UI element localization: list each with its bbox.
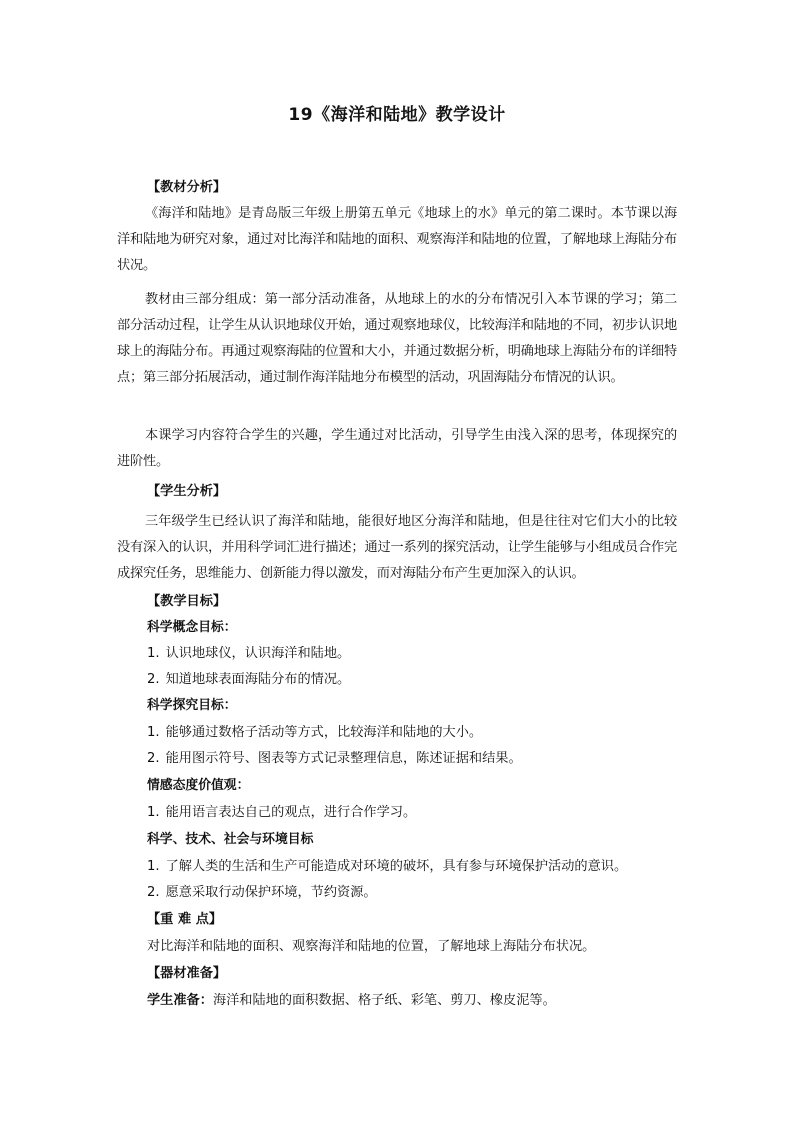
list-number: 2. [147,672,160,687]
list-number: 1. [147,805,160,820]
keypoints-text: 对比海洋和陆地的面积、观察海洋和陆地的位置，了解地球上海陆分布状况。 [147,939,596,954]
goal-inquiry-item-1 [147,720,482,746]
list-text: 愿意采取行动保护环境，节约资源。 [165,885,377,900]
goal-inquiry-item-2 [147,746,522,772]
materials-label: 学生准备： [147,993,213,1008]
goal-sts-item-1 [147,854,627,880]
list-text: 认识地球仪，认识海洋和陆地。 [165,646,351,661]
material-paragraph-3: 本课学习内容符合学生的兴趣，学生通过对比活动，引导学生由浅入深的思考，体现探究的进阶性。 [117,428,677,469]
goal-attitude-label: 情感态度价值观： [147,778,250,793]
goal-concept-item-2 [147,667,350,693]
goal-sts-label: 科学、技术、社会与环境目标 [147,832,314,847]
goal-inquiry-label: 科学探究目标： [147,698,237,713]
list-number: 1. [147,859,160,874]
materials-text: 海洋和陆地的面积数据、格子纸、彩笔、剪刀、橡皮泥等。 [212,993,556,1008]
material-paragraph-2: 教材由三部分组成：第一部分活动准备，从地球上的水的分布情况引入本节课的学习；第二部分活动过程，让学生从认识地球仪开始，通过观察地球仪，比较海洋和陆地的不同，初步认识地球上的海陆分布。再通过观察海陆的位置和大小，并通过数据分析，明确地球上海陆分布的详细特点；第三部分拓展活动，通过制作海洋陆地分布模型的活动，巩固海陆分布情况的认识。 [117,292,677,385]
section-heading-students: 【学生分析】 [147,484,227,499]
goal-concept-label: 科学概念目标： [147,620,237,635]
students-paragraph: 三年级学生已经认识了海洋和陆地，能很好地区分海洋和陆地，但是往往对它们大小的比较没有深入的认识，并用科学词汇进行描述；通过一系列的探究活动，让学生能够与小组成员合作完成探究任务，思维能力、创新能力得以激发，而对海陆分布产生更加深入的认识。 [117,514,677,581]
goal-concept-item-1 [147,641,350,667]
document-title: 19《海洋和陆地》教学设计 [288,105,506,125]
list-number: 1. [147,725,160,740]
list-number: 1. [147,646,160,661]
section-heading-material: 【教材分析】 [147,180,227,195]
material-paragraph-1: 《海洋和陆地》是青岛版三年级上册第五单元《地球上的水》单元的第二课时。本节课以海洋和陆地为研究对象，通过对比海洋和陆地的面积、观察海洋和陆地的位置，了解地球上海陆分布状况。 [117,206,677,273]
materials-line [147,988,556,1014]
section-heading-keypoints: 【重 难 点】 [147,912,223,927]
section-heading-materials: 【器材准备】 [147,966,227,981]
list-text: 能用语言表达自己的观点，进行合作学习。 [165,805,417,820]
list-text: 能用图示符号、图表等方式记录整理信息，陈述证据和结果。 [165,751,522,766]
section-heading-goals: 【教学目标】 [147,594,227,609]
list-text: 知道地球表面海陆分布的情况。 [165,672,351,687]
list-number: 2. [147,751,160,766]
list-text: 了解人类的生活和生产可能造成对环境的破坏，具有参与环境保护活动的意识。 [165,859,628,874]
goal-sts-item-2 [147,880,377,906]
goal-attitude-item-1 [147,800,416,826]
list-number: 2. [147,885,160,900]
list-text: 能够通过数格子活动等方式，比较海洋和陆地的大小。 [165,725,483,740]
